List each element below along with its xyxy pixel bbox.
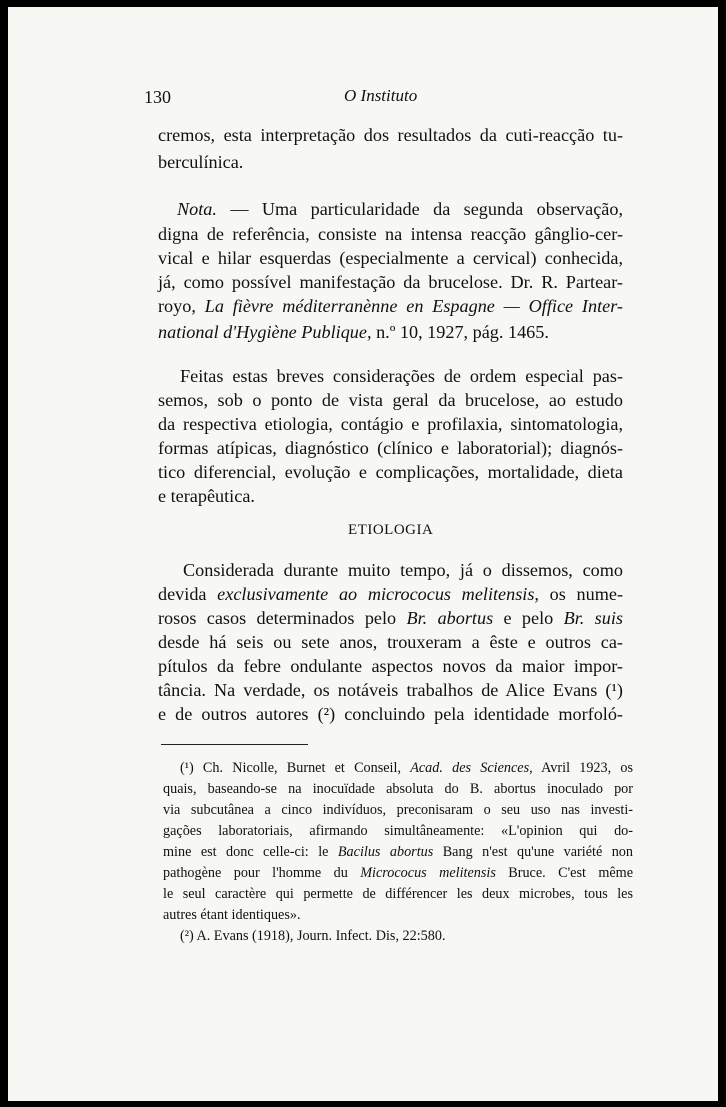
text-line: royo, La fièvre méditerranènne en Espagne — Office Inter- [158,296,623,316]
text-line: desde há seis ou sete anos, trouxeram a êste e outros ca- [158,632,623,652]
text-line: tico diferencial, evolução e complicações, mortalidade, dieta [158,462,623,482]
text-line: national d'Hygiène Publique, n.º 10, 1927, pág. 1465. [158,322,549,342]
nota-label: Nota. [177,199,217,219]
text-line: cremos, esta interpretação dos resultados da cuti-reacção tu- [158,125,623,145]
text-line: tância. Na verdade, os notáveis trabalhos de Alice Evans (¹) [158,680,623,700]
text-line: Considerada durante muito tempo, já o dissemos, como [183,560,623,580]
footnote-line: mine est donc celle-ci: le Bacilus abortus Bang n'est qu'une variété non [163,844,633,860]
text-line: já, como possível manifestação da brucelose. Dr. R. Partear- [158,272,623,292]
footnote-separator [161,744,308,745]
footnote-line: (¹) Ch. Nicolle, Burnet et Conseil, Acad. des Sciences, Avril 1923, os [180,760,633,776]
text-line: da respectiva etiologia, contágio e profilaxia, sintomatologia, [158,414,623,434]
text-line: rosos casos determinados pelo Br. abortus e pelo Br. suis [158,608,623,628]
footnote-line: (²) A. Evans (1918), Journ. Infect. Dis, 22:580. [180,928,446,944]
section-heading: ETIOLOGIA [348,522,434,538]
nota-line: Nota. — Uma particularidade da segunda observação, [177,199,623,219]
footnote-line: quais, baseando-se na inocuïdade absoluta do B. abortus inoculado por [163,781,633,797]
text-line: vical e hilar esquerdas (especialmente a cervical) conhecida, [158,248,623,268]
footnote-line: le seul caractère qui permette de différencer les deux microbes, tous les [163,886,633,902]
text-line: berculínica. [158,152,244,172]
footnote-line: gações laboratoriais, afirmando simultâneamente: «L'opinion qui do- [163,823,633,839]
text-line: e de outros autores (²) concluindo pela identidade morfoló- [158,704,623,724]
text-line: pítulos da febre ondulante aspectos novos da maior impor- [158,656,623,676]
page-number: 130 [144,87,171,107]
text-line: devida exclusivamente ao micrococus melitensis, os nume- [158,584,623,604]
text-line: e terapêutica. [158,486,255,506]
text-line: digna de referência, consiste na intensa reacção gânglio-cer- [158,224,623,244]
footnote-line: pathogène pour l'homme du Micrococus melitensis Bruce. C'est même [163,865,633,881]
text-line: Feitas estas breves considerações de ordem especial pas- [180,366,623,386]
footnote-line: autres étant identiques». [163,907,301,923]
text-line: formas atípicas, diagnóstico (clínico e laboratorial); diagnós- [158,438,623,458]
text-line: semos, sob o ponto de vista geral da brucelose, ao estudo [158,390,623,410]
footnote-line: via subcutânea a cinco indivíduos, preconisaram o seu uso nas investi- [163,802,633,818]
running-title: O Instituto [344,86,418,105]
